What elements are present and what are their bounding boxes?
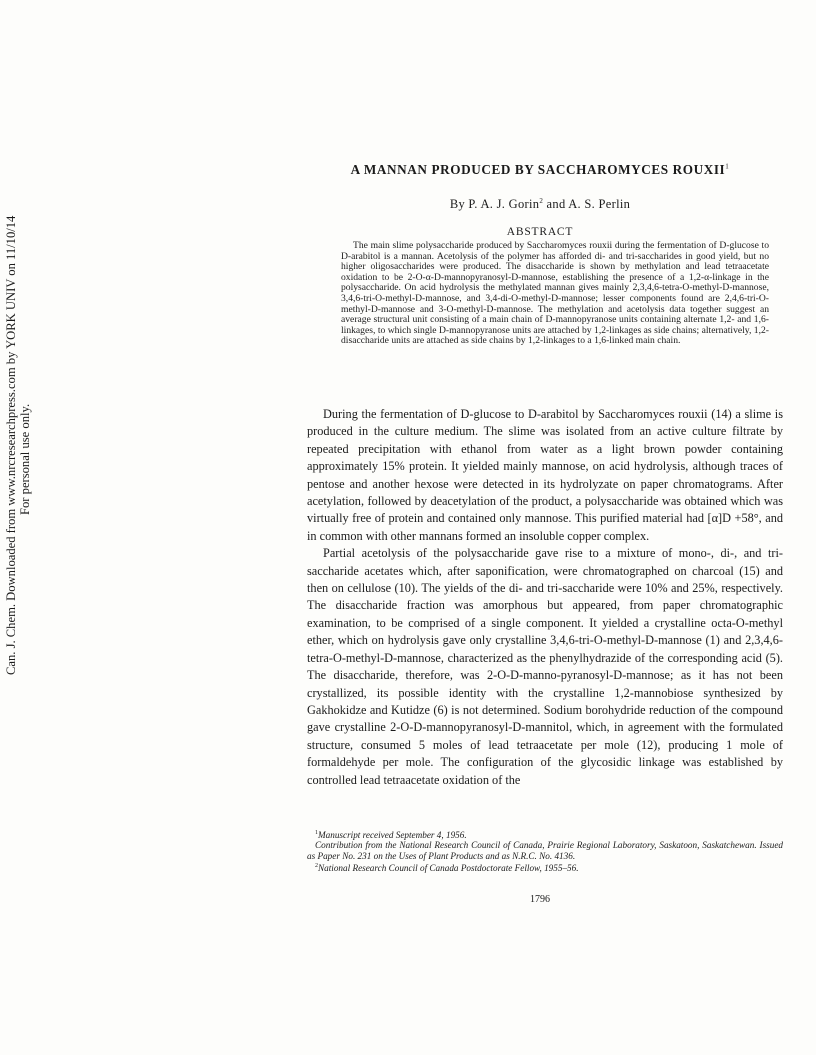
watermark-source-line: Can. J. Chem. Downloaded from www.nrcresearchpress.com by YORK UNIV on 11/10/14 [4,215,18,675]
download-watermark [0,215,44,680]
watermark-use-line: For personal use only. [18,403,32,515]
footnote-2 [307,861,783,873]
footnote-contribution-text: Contribution from the National Research Council of Canada, Prairie Regional Laboratory, Saskatoon, Saskatchewan. Issued as Paper No. 231 on the Uses of Plant Products and as N.R.C. No. 4136. [307,840,783,861]
footnote-2-text: National Research Council of Canada Postdoctorate Fellow, 1955–56. [318,863,579,874]
byline-first-author: By P. A. J. Gorin [449,197,540,212]
footnote-1-mark: 1 [315,830,318,836]
abstract-body: The main slime polysaccharide produced by Saccharomyces rouxii during the fermentation of D-glucose to D-arabitol is a mannan. Acetolysis of the polymer has afforded di- and tri-saccharides in good yield, but no higher oligosaccharides were produced. The disaccharide is shown by methylation and lead tetraacetate oxidation to be 2-O-α-D-mannopyranosyl-D-mannose, establishing the presence of a 1,2-α-linkage in the polysaccharide. On acid hydrolysis the methylated mannan gives mainly 2,3,4,6-tetra-O-methyl-D-mannose, 3,4,6-tri-O-methyl-D-mannose, and 3,4-di-O-methyl-D-mannose; lesser components found are 2,4,6-tri-O-methyl-D-mannose and 3-O-methyl-D-mannose. The methylation and acetolysis data together suggest an average structural unit consisting of a main chain of D-mannopyranose units containing alternate 1,2- and 1,6-linkages, to which single D-mannopyranose units are attached by 1,2-linkages as side chains; alternatively, 1,2-disaccharide units are attached as side chains by 1,2-linkages to a 1,6-linked main chain. [341,240,769,347]
author-byline [300,197,780,212]
footnote-1 [307,828,783,840]
article-body [307,406,783,789]
author-footnote-mark: 2 [539,197,544,205]
byline-second-author: and A. S. Perlin [543,197,631,212]
body-paragraph-1: During the fermentation of D-glucose to D-arabitol by Saccharomyces rouxii (14) a slime is produced in the culture medium. The slime was isolated from an active culture filtrate by repeated precipitation with ethanol from water as a light brown powder containing approximately 15% protein. It yielded mainly mannose, on acid hydrolysis, although traces of pentose and another hexose were detected in its hydrolyzate on paper chromatograms. After acetylation, followed by deacetylation of the product, a polysaccharide was obtained which was virtually free of protein and contained only mannose. This purified material had [α]D +58°, and in common with other mannans formed an insoluble copper complex. [307,407,783,543]
footnote-contribution [307,840,783,861]
footnote-2-mark: 2 [315,863,318,870]
footnotes [307,828,783,874]
abstract-text [341,241,769,347]
article-title [300,162,780,178]
article-title-text: A MANNAN PRODUCED BY SACCHAROMYCES ROUXII [350,162,726,177]
footnote-1-text: Manuscript received September 4, 1956. [318,830,467,841]
body-paragraph-2: Partial acetolysis of the polysaccharide gave rise to a mixture of mono-, di-, and tri-saccharide acetates which, after saponification, were chromatographed on charcoal (15) and then on cellulose (10). The yields of the di- and tri-saccharide were 10% and 25%, respectively. The disaccharide fraction was amorphous but appeared, from paper chromatographic examination, to be comprised of a single component. It yielded a crystalline octa-O-methyl ether, which on hydrolysis gave only crystalline 3,4,6-tri-O-methyl-D-mannose (1) and 2,3,4,6-tetra-O-methyl-D-mannose, characterized as the phenylhydrazide of the corresponding acid (5). The disaccharide, therefore, was 2-O-D-manno-pyranosyl-D-mannose; as it has not been crystallized, its possible identity with the crystalline 1,2-mannobiose synthesized by Gakhokidze and Kutidze (6) is not determined. Sodium borohydride reduction of the compound gave crystalline 2-O-D-mannopyranosyl-D-mannitol, which, in agreement with the formulated structure, consumed 5 moles of lead tetraacetate per mole (12), producing 1 mole of formaldehyde per mole. The configuration of the glycosidic linkage was established by controlled lead tetraacetate oxidation of the [307,546,783,787]
abstract-heading: ABSTRACT [506,226,574,238]
title-footnote-mark: 1 [725,162,730,171]
page-number: 1796 [530,894,550,905]
